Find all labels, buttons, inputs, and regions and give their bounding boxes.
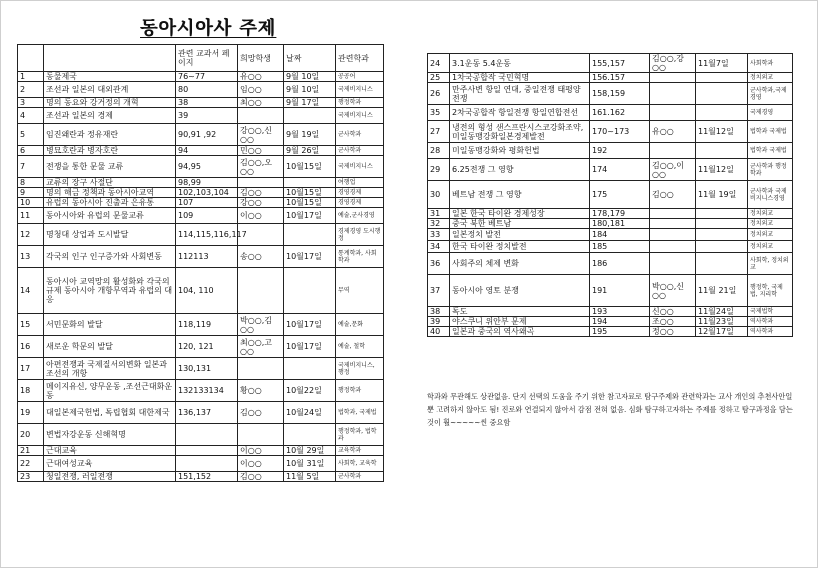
cell-topic: 메이지유신, 양무운동 ,조선근대화운동 <box>44 380 176 402</box>
cell-no: 20 <box>18 424 44 446</box>
cell-student: 강○○,신○○ <box>238 124 284 146</box>
cell-student: 정○○ <box>650 327 696 337</box>
cell-topic: 조선과 일본의 대외관계 <box>44 82 176 98</box>
table-row <box>18 314 384 336</box>
table-row <box>428 105 793 121</box>
cell-student: 김○○ <box>238 402 284 424</box>
cell-topic: 일본 한국 타이완 경제성장 <box>450 209 590 219</box>
cell-no: 35 <box>428 105 450 121</box>
cell-topic: 조선과 일본의 경제 <box>44 108 176 124</box>
col-header-pages: 관련 교과서 페이지 <box>176 45 238 72</box>
cell-pages: 175 <box>590 181 650 209</box>
cell-topic: 명청대 상업과 도시발달 <box>44 224 176 246</box>
cell-topic: 1차국공합작 국민혁명 <box>450 73 590 83</box>
table-row <box>18 82 384 98</box>
cell-topic: 일본정치 발전 <box>450 229 590 241</box>
cell-dept: 군사학과,국제경영 <box>748 83 793 105</box>
col-header-topic <box>44 45 176 72</box>
table-row <box>18 156 384 178</box>
cell-pages <box>176 456 238 472</box>
cell-dept: 국제비지니스 <box>336 108 384 124</box>
table-row <box>18 446 384 456</box>
cell-topic: 아편전쟁과 국제질서의변화 일본과 조선의 개항 <box>44 358 176 380</box>
cell-date <box>696 209 748 219</box>
cell-pages: 102,103,104 <box>176 188 238 198</box>
cell-student: 최○○ <box>238 98 284 108</box>
cell-date: 9월 10일 <box>284 72 336 82</box>
table-row <box>428 73 793 83</box>
cell-pages: 112113 <box>176 246 238 268</box>
col-header-student: 희망학생 <box>238 45 284 72</box>
cell-dept: 정치외교 <box>748 209 793 219</box>
cell-no: 5 <box>18 124 44 146</box>
cell-pages: 155,157 <box>590 54 650 73</box>
col-header-no <box>18 45 44 72</box>
cell-no: 25 <box>428 73 450 83</box>
cell-dept: 경영경제 <box>336 198 384 208</box>
cell-topic: 일본과 중국의 역사왜곡 <box>450 327 590 337</box>
cell-student: 강○○ <box>238 198 284 208</box>
cell-student <box>238 268 284 314</box>
cell-student: 조○○ <box>650 317 696 327</box>
cell-date <box>696 73 748 83</box>
cell-pages: 156.157 <box>590 73 650 83</box>
cell-no: 19 <box>18 402 44 424</box>
cell-dept: 국제비지니스 <box>336 156 384 178</box>
cell-student: 김○○,강○○ <box>650 54 696 73</box>
cell-pages: 107 <box>176 198 238 208</box>
cell-pages: 39 <box>176 108 238 124</box>
cell-topic: 근대교육 <box>44 446 176 456</box>
table-row <box>18 198 384 208</box>
cell-dept: 군사학과 국제비지니스경영 <box>748 181 793 209</box>
cell-date: 10월22일 <box>284 380 336 402</box>
cell-date: 10월17일 <box>284 336 336 358</box>
cell-date: 11월23일 <box>696 317 748 327</box>
cell-dept: 통계학과, 사회학과 <box>336 246 384 268</box>
cell-student <box>650 83 696 105</box>
cell-pages: 193 <box>590 307 650 317</box>
cell-dept: 정치외교 <box>748 73 793 83</box>
cell-student: 김○○,오○○ <box>238 156 284 178</box>
col-header-dept: 관련학과 <box>336 45 384 72</box>
table-row <box>18 108 384 124</box>
topics-table-right <box>427 53 793 337</box>
cell-pages: 186 <box>590 253 650 275</box>
cell-dept: 국제비지니스 <box>336 82 384 98</box>
cell-student: 송○○ <box>238 246 284 268</box>
cell-topic: 사회주의 체제 변화 <box>450 253 590 275</box>
cell-pages: 94,95 <box>176 156 238 178</box>
table-row <box>428 181 793 209</box>
cell-topic: 야스쿠니 위안부 문제 <box>450 317 590 327</box>
cell-pages: 191 <box>590 275 650 307</box>
cell-dept: 정치외교 <box>748 229 793 241</box>
cell-dept: 공공어 <box>336 72 384 82</box>
cell-topic: 미일동맹강화와 평화헌법 <box>450 143 590 159</box>
cell-topic: 청일전쟁, 러일전쟁 <box>44 472 176 482</box>
cell-date: 9월 17일 <box>284 98 336 108</box>
table-row <box>18 472 384 482</box>
cell-student: 황○○ <box>238 380 284 402</box>
cell-dept: 행정학과 <box>336 98 384 108</box>
table-row <box>428 54 793 73</box>
table-row <box>428 253 793 275</box>
cell-dept: 군사학과 <box>336 124 384 146</box>
cell-topic: 병묘호란과 병자호란 <box>44 146 176 156</box>
cell-topic: 냉전의 형성 샌스프란시스코강화조약, 미일동맹강화일본경제발전 <box>450 121 590 143</box>
header-row <box>18 45 384 72</box>
cell-dept: 예술, 철학 <box>336 336 384 358</box>
cell-date: 10월17일 <box>284 246 336 268</box>
cell-pages: 178,179 <box>590 209 650 219</box>
cell-no: 29 <box>428 159 450 181</box>
cell-topic: 대일본제국헌법, 독립협회 대한제국 <box>44 402 176 424</box>
table-row <box>18 336 384 358</box>
cell-no: 32 <box>428 219 450 229</box>
cell-dept: 역사학과 <box>748 317 793 327</box>
cell-date <box>696 253 748 275</box>
table-row <box>18 402 384 424</box>
cell-no: 16 <box>18 336 44 358</box>
cell-date <box>284 358 336 380</box>
cell-student <box>650 241 696 253</box>
table-row <box>18 72 384 82</box>
cell-pages: 76~77 <box>176 72 238 82</box>
cell-date <box>696 229 748 241</box>
cell-pages: 80 <box>176 82 238 98</box>
cell-student: 이○○ <box>238 456 284 472</box>
cell-topic: 만주사변 항일 연대, 중일전쟁 태평양전쟁 <box>450 83 590 105</box>
cell-topic: 2차국공합작 항일전쟁 항일연합전선 <box>450 105 590 121</box>
cell-topic: 동아시아 교역망의 활성화와 각국의 규제 동아시아 개항무역과 유럽의 대응 <box>44 268 176 314</box>
cell-dept: 교육학과 <box>336 446 384 456</box>
table-row <box>18 208 384 224</box>
cell-dept: 여행업 <box>336 178 384 188</box>
cell-pages: 114,115,116,117 <box>176 224 238 246</box>
cell-topic: 근대여성교육 <box>44 456 176 472</box>
cell-topic: 동아시아와 유럽의 문물교류 <box>44 208 176 224</box>
cell-date: 9월 26일 <box>284 146 336 156</box>
col-header-date: 날짜 <box>284 45 336 72</box>
cell-topic: 유럽의 동아시아 진출과 은유통 <box>44 198 176 208</box>
cell-pages: 174 <box>590 159 650 181</box>
cell-student: 이○○ <box>238 208 284 224</box>
cell-topic: 6.25전쟁 그 영향 <box>450 159 590 181</box>
cell-topic: 동아시아 영토 분쟁 <box>450 275 590 307</box>
cell-date: 12월17일 <box>696 327 748 337</box>
cell-no: 15 <box>18 314 44 336</box>
cell-student: 김○○ <box>238 188 284 198</box>
table-row <box>18 424 384 446</box>
table-row <box>428 317 793 327</box>
cell-topic: 중국 북한 베트남 <box>450 219 590 229</box>
cell-student: 박○○,신○○ <box>650 275 696 307</box>
cell-dept: 역사학과 <box>748 327 793 337</box>
cell-no: 7 <box>18 156 44 178</box>
cell-no: 40 <box>428 327 450 337</box>
cell-pages <box>176 446 238 456</box>
cell-dept: 예술,문화 <box>336 314 384 336</box>
cell-pages: 38 <box>176 98 238 108</box>
cell-student <box>650 219 696 229</box>
cell-pages: 161.162 <box>590 105 650 121</box>
cell-no: 27 <box>428 121 450 143</box>
cell-date <box>696 241 748 253</box>
cell-student <box>650 143 696 159</box>
cell-no: 34 <box>428 241 450 253</box>
cell-date: 11월12일 <box>696 121 748 143</box>
cell-topic: 전쟁을 통한 문물 교류 <box>44 156 176 178</box>
cell-no: 18 <box>18 380 44 402</box>
cell-student: 박○○,김○○ <box>238 314 284 336</box>
cell-dept: 군사학과 행정학과 <box>748 159 793 181</box>
cell-pages: 98,99 <box>176 178 238 188</box>
cell-date: 10월 29일 <box>284 446 336 456</box>
cell-date: 11월 5일 <box>284 472 336 482</box>
cell-topic: 베트남 전쟁 그 영향 <box>450 181 590 209</box>
cell-no: 33 <box>428 229 450 241</box>
cell-no: 36 <box>428 253 450 275</box>
cell-date <box>284 224 336 246</box>
cell-no: 39 <box>428 317 450 327</box>
cell-topic: 동물제국 <box>44 72 176 82</box>
cell-student: 유○○ <box>650 121 696 143</box>
cell-dept: 국제경영 <box>748 105 793 121</box>
cell-no: 2 <box>18 82 44 98</box>
table-row <box>18 146 384 156</box>
cell-topic: 한국 타이완 정치발전 <box>450 241 590 253</box>
cell-no: 37 <box>428 275 450 307</box>
cell-dept: 행정학, 국제법, 지리학 <box>748 275 793 307</box>
cell-topic: 명의 동요와 강거정의 개혁 <box>44 98 176 108</box>
table-row <box>18 188 384 198</box>
cell-dept: 행정학과 <box>336 380 384 402</box>
cell-student: 신○○ <box>650 307 696 317</box>
cell-no: 24 <box>428 54 450 73</box>
cell-pages: 136,137 <box>176 402 238 424</box>
cell-pages: 104, 110 <box>176 268 238 314</box>
cell-dept: 사회학과 <box>748 54 793 73</box>
cell-no: 4 <box>18 108 44 124</box>
cell-topic: 각국의 인구 인구증가와 사회변동 <box>44 246 176 268</box>
cell-dept: 경영경제 <box>336 188 384 198</box>
cell-no: 26 <box>428 83 450 105</box>
cell-dept: 사회학, 정치외교 <box>748 253 793 275</box>
cell-no: 1 <box>18 72 44 82</box>
cell-pages: 90,91 ,92 <box>176 124 238 146</box>
cell-pages: 118,119 <box>176 314 238 336</box>
cell-no: 14 <box>18 268 44 314</box>
instruction-note: 학과와 무관해도 상관없음. 단지 선택의 도움을 주기 위한 참고자료로 탐구주제와 관련학과는 교사 개인의 추천사안일뿐 고려하지 않아도 됨! 진로와 연결되지 않아서 감점 전혀 없음. 심화 탐구하고자하는 주제를 정하고 탐구과정을 담는 것이 훨~~~~~씬 중요함 <box>427 392 793 427</box>
table-row <box>428 275 793 307</box>
cell-pages: 94 <box>176 146 238 156</box>
cell-pages: 109 <box>176 208 238 224</box>
cell-pages: 170~173 <box>590 121 650 143</box>
cell-no: 23 <box>18 472 44 482</box>
cell-date: 11월12일 <box>696 159 748 181</box>
cell-dept: 법학과 국제법 <box>748 121 793 143</box>
cell-dept: 법학과, 국제법 <box>336 402 384 424</box>
cell-topic: 명의 해금 정책과 동아시아교역 <box>44 188 176 198</box>
cell-student: 김○○ <box>650 181 696 209</box>
table-row <box>428 121 793 143</box>
cell-date: 9월 19일 <box>284 124 336 146</box>
cell-topic: 서민문화의 발달 <box>44 314 176 336</box>
cell-student: 최○○,고○○ <box>238 336 284 358</box>
table-row <box>428 159 793 181</box>
cell-student: 민○○ <box>238 146 284 156</box>
topics-table-left <box>17 44 384 482</box>
cell-student: 임○○ <box>238 82 284 98</box>
cell-date: 10월24일 <box>284 402 336 424</box>
cell-date <box>696 143 748 159</box>
cell-dept: 정치외교 <box>748 241 793 253</box>
cell-date: 11월7일 <box>696 54 748 73</box>
cell-pages: 151,152 <box>176 472 238 482</box>
cell-no: 3 <box>18 98 44 108</box>
cell-no: 9 <box>18 188 44 198</box>
table-row <box>18 178 384 188</box>
cell-dept: 정치외교 <box>748 219 793 229</box>
table-row <box>428 229 793 241</box>
cell-pages: 195 <box>590 327 650 337</box>
cell-no: 28 <box>428 143 450 159</box>
table-row <box>18 268 384 314</box>
table-row <box>428 83 793 105</box>
cell-student: 이○○ <box>238 446 284 456</box>
cell-student <box>650 105 696 121</box>
cell-pages: 184 <box>590 229 650 241</box>
cell-dept: 군사학과 <box>336 472 384 482</box>
cell-student <box>650 253 696 275</box>
cell-no: 11 <box>18 208 44 224</box>
cell-dept: 무역 <box>336 268 384 314</box>
cell-pages <box>176 424 238 446</box>
cell-date: 11월 19일 <box>696 181 748 209</box>
cell-topic: 임진왜란과 정유재란 <box>44 124 176 146</box>
cell-date: 10월15일 <box>284 188 336 198</box>
cell-no: 38 <box>428 307 450 317</box>
cell-date <box>696 83 748 105</box>
cell-no: 21 <box>18 446 44 456</box>
cell-pages: 130,131 <box>176 358 238 380</box>
cell-date: 10월17일 <box>284 314 336 336</box>
table-row <box>428 241 793 253</box>
cell-student: 유○○ <box>238 72 284 82</box>
cell-topic: 새로운 학문의 발달 <box>44 336 176 358</box>
cell-date <box>284 424 336 446</box>
cell-date: 10월15일 <box>284 156 336 178</box>
cell-pages: 158,159 <box>590 83 650 105</box>
cell-dept: 국제비지니스, 행정 <box>336 358 384 380</box>
cell-student <box>650 73 696 83</box>
cell-no: 12 <box>18 224 44 246</box>
cell-dept: 행정학과, 법학과 <box>336 424 384 446</box>
cell-no: 17 <box>18 358 44 380</box>
cell-date <box>284 178 336 188</box>
cell-dept: 경제경영 도시행정 <box>336 224 384 246</box>
cell-no: 10 <box>18 198 44 208</box>
cell-date: 11월24일 <box>696 307 748 317</box>
table-row <box>428 209 793 219</box>
cell-topic: 변법자강운동 신해혁명 <box>44 424 176 446</box>
cell-student <box>238 108 284 124</box>
cell-student <box>238 424 284 446</box>
table-row <box>18 358 384 380</box>
cell-no: 31 <box>428 209 450 219</box>
table-row <box>428 219 793 229</box>
table-row <box>428 327 793 337</box>
cell-dept: 사회학, 교육학 <box>336 456 384 472</box>
cell-student <box>238 358 284 380</box>
page-title: 동아시아사 주제 <box>140 18 276 39</box>
cell-dept: 군사학과 <box>336 146 384 156</box>
cell-date <box>696 105 748 121</box>
cell-no: 8 <box>18 178 44 188</box>
table-row <box>18 246 384 268</box>
table-row <box>428 307 793 317</box>
cell-date <box>284 268 336 314</box>
cell-student <box>650 229 696 241</box>
cell-pages: 120, 121 <box>176 336 238 358</box>
table-row <box>18 124 384 146</box>
cell-no: 6 <box>18 146 44 156</box>
cell-student <box>238 178 284 188</box>
cell-dept: 국제법학 <box>748 307 793 317</box>
table-row <box>18 98 384 108</box>
cell-dept: 법학과 국제법 <box>748 143 793 159</box>
table-row <box>428 143 793 159</box>
cell-date: 9월 10일 <box>284 82 336 98</box>
cell-dept: 예술,군사경영 <box>336 208 384 224</box>
cell-date <box>284 108 336 124</box>
table-row <box>18 456 384 472</box>
cell-pages: 192 <box>590 143 650 159</box>
cell-pages: 180,181 <box>590 219 650 229</box>
cell-pages: 132133134 <box>176 380 238 402</box>
cell-no: 13 <box>18 246 44 268</box>
cell-date: 10월15일 <box>284 198 336 208</box>
cell-pages: 194 <box>590 317 650 327</box>
cell-date <box>696 219 748 229</box>
cell-no: 30 <box>428 181 450 209</box>
cell-date: 11월 21일 <box>696 275 748 307</box>
cell-topic: 3.1운동 5.4운동 <box>450 54 590 73</box>
cell-student: 김○○,이○○ <box>650 159 696 181</box>
table-row <box>18 380 384 402</box>
cell-topic: 독도 <box>450 307 590 317</box>
cell-topic: 교류의 장구 사절단 <box>44 178 176 188</box>
cell-no: 22 <box>18 456 44 472</box>
cell-date: 10월17일 <box>284 208 336 224</box>
table-row <box>18 224 384 246</box>
cell-student: 김○○ <box>238 472 284 482</box>
cell-date: 10월 31일 <box>284 456 336 472</box>
cell-pages: 185 <box>590 241 650 253</box>
cell-student <box>650 209 696 219</box>
